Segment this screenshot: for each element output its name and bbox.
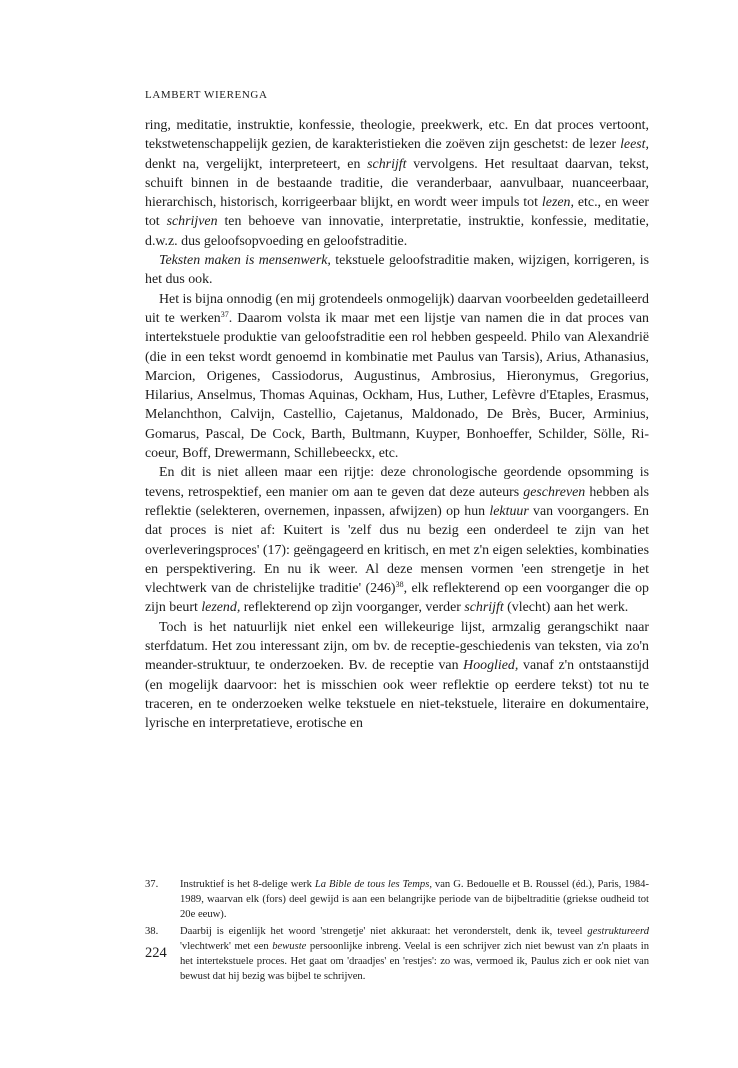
footnote-number: 38. <box>145 925 159 937</box>
footnote-ref-38[interactable]: 38 <box>395 580 404 590</box>
page-number: 224 <box>145 945 167 961</box>
footnotes <box>145 877 649 985</box>
footnote-37: 37. Instruktief is het 8-delige werk La Bible de tous les Temps, van G. Bedouelle et B. Roussel (éd.), Paris, 1984-1989, waarvan elk (fors) deel gewijd is aan een belangrijke periode van de bijbeltraditie (griekse oudheid tot 20e eeuw). <box>145 879 649 921</box>
footnote-38: 38. Daarbij is eigenlijk het woord 'strengetje' niet akkuraat: het veronderstelt, denk ik, teveel gestruktureerd 'vlechtwerk' met een bewuste persoonlijke inbreng. Veelal is een schrijver zich niet bewust van z'n plaats in het intertekstuele proces. Het gaat om 'draadjes' en 'restjes': zo was, vermoed ik, Paulus zich er ook niet van bewust dat hij bezig was bijbel te schrijven. <box>145 925 650 983</box>
paragraph-1: ring, meditatie, instruktie, konfessie, theologie, preekwerk, etc. En dat proces vertoont, tekstwetenschappelijk gezien, de karakteristieken die zoëven zijn geschetst: de lezer leest, denkt na, vergelijkt, interpreteert, en schrijft vervolgens. Het resultaat daarvan, tekst, schuift binnen in de bestaande traditie, die veranderbaar, aanvulbaar, nuanceerbaar, hierarchisch, historisch, korrigeerbaar blijkt, en wordt weer impuls tot lezen, etc., en weer tot schrijven ten behoeve van innovatie, interpretatie, instruktie, konfessie, meditatie, d.w.z. dus geloofsopvoeding en geloofstraditie. <box>145 118 649 249</box>
paragraph-3: Het is bijna onnodig (en mij grotendeels onmogelijk) daarvan voorbeelden gedetailleerd uit te werken$^{37}$. Daarom volsta ik maar met een lijstje van namen die in dat proces van intertekstuele produktie van geloofstraditie een rol hebben gespeeld. Philo van Alexandrië (die in een tekst wordt genoemd in kombinatie met Paulus van Tarsis), Arius, Athanasius, Marcion, Origenes, Cassiodorus, Augustinus, Ambrosius, Hieronymus, Gregorius, Hilarius, Anselmus, Thomas Aquinas, Ockham, Hus, Luther, Lefèvre d'Etaples, Erasmus, Melanchthon, Calvijn, Castellio, Cajetanus, Maldonado, De Brès, Bucer, Arminius, Gomarus, Pascal, De Cock, Barth, Bultmann, Kuyper, Bonhoeffer, Schilder, Sölle, Ricoeur, Boff, Drewermann, Schillebeeckx, etc. <box>145 291 650 462</box>
footnote-number: 37. <box>145 879 159 890</box>
paragraph-5: Toch is het natuurlijk niet enkel een willekeurige lijst, armzalig gerangschikt naar sterfdatum. Het zou interessant zijn, om bv. de receptie-geschiedenis van teksten, via zo'n meander-struktuur, te onderzoeken. Bv. de receptie van Hooglied, vanaf z'n ontstaanstijd (en mogelijk daarvoor: het is misschien ook weer reflektie op eerdere tekst) tot nu te traceren, en te onderzoeken welke tekstuele en niet-tekstuele, literaire en dokumentaire, lyrische en interpretatieve, erotische en <box>145 619 649 732</box>
footnote-ref-37[interactable]: 37 <box>220 309 229 319</box>
running-head: LAMBERT WIERENGA <box>145 89 268 101</box>
paragraph-2: Teksten maken is mensenwerk, tekstuele geloofstraditie maken, wijzigen, korrigeren, is het dus ook. <box>145 253 649 288</box>
paragraph-4: En dit is niet alleen maar een rijtje: deze chronologische geordende opsomming is tevens, retrospektief, een manier om aan te geven dat deze auteurs geschreven hebben als reflektie (selekteren, overnemen, inpassen, afwijzen) op hun lektuur van voorgangers. En dat proces is niet af: Kuitert is 'zelf dus nu bezig een onderdeel te zijn van het overleveringsproces' (17): geëngageerd en kritisch, en met z'n eigen selekties, kombinaties en perspektivering. En nu ik weer. Al deze mensen vormen 'een strengetje in het vlechtwerk van de christelijke traditie' $(246)^{38}$, elk reflekterend op een voorganger die op zijn beurt lezend, reflekterend op zìjn voorganger, verder schrijft (vlecht) aan het werk. <box>145 465 649 616</box>
body-text <box>145 116 649 734</box>
